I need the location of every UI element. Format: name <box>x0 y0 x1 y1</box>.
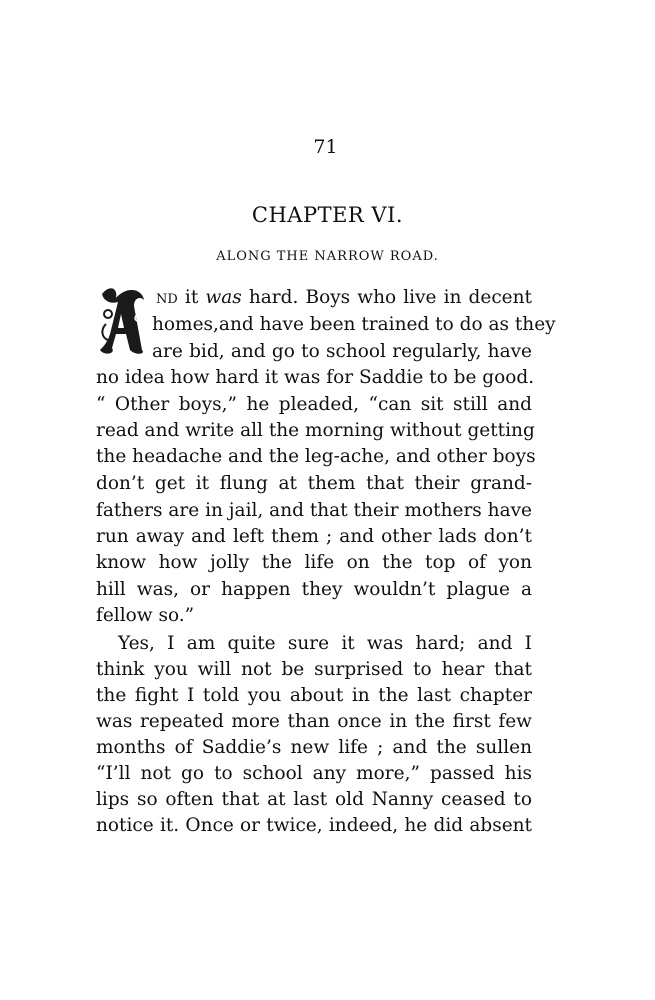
text-line: was repeated more than once in the first few <box>96 711 532 732</box>
text-line: Yes, I am quite sure it was hard; and I <box>118 633 532 654</box>
ornamental-drop-cap-icon <box>96 284 150 358</box>
text-line: homes,and have been trained to do as they <box>152 314 556 335</box>
text-line: fathers are in jail, and that their mothers have <box>96 500 533 521</box>
text-line-1: ND it was hard. Boys who live in decent <box>156 287 532 308</box>
chapter-title: CHAPTER VI. <box>251 203 404 227</box>
text-line: “ Other boys,” he pleaded, “can sit still and <box>96 394 532 415</box>
text-line: no idea how hard it was for Saddie to be good. <box>96 367 535 388</box>
text-line: run away and left them ; and other lads don’t <box>96 526 532 547</box>
text-line: “I’ll not go to school any more,” passed his <box>96 763 532 784</box>
text-line: read and write all the morning without getting <box>96 420 535 441</box>
text-line: know how jolly the life on the top of yon <box>96 552 532 573</box>
text-line: months of Saddie’s new life ; and the sullen <box>96 737 532 758</box>
text-line: notice it. Once or twice, indeed, he did absent <box>96 815 532 836</box>
text-line: fellow so.” <box>96 605 195 626</box>
text-line: don’t get it flung at them that their grand- <box>96 473 532 494</box>
text-line: lips so often that at last old Nanny ceased to <box>96 789 532 810</box>
text-line: think you will not be surprised to hear that <box>96 659 532 680</box>
text-line: are bid, and go to school regularly, have <box>152 341 532 362</box>
text-line: the fight I told you about in the last chapter <box>96 685 532 706</box>
chapter-subtitle: ALONG THE NARROW ROAD. <box>216 249 439 264</box>
page-number: 71 <box>313 136 338 158</box>
text-line: hill was, or happen they wouldn’t plague a <box>96 579 532 600</box>
text-line: the headache and the leg-ache, and other boys <box>96 446 536 467</box>
